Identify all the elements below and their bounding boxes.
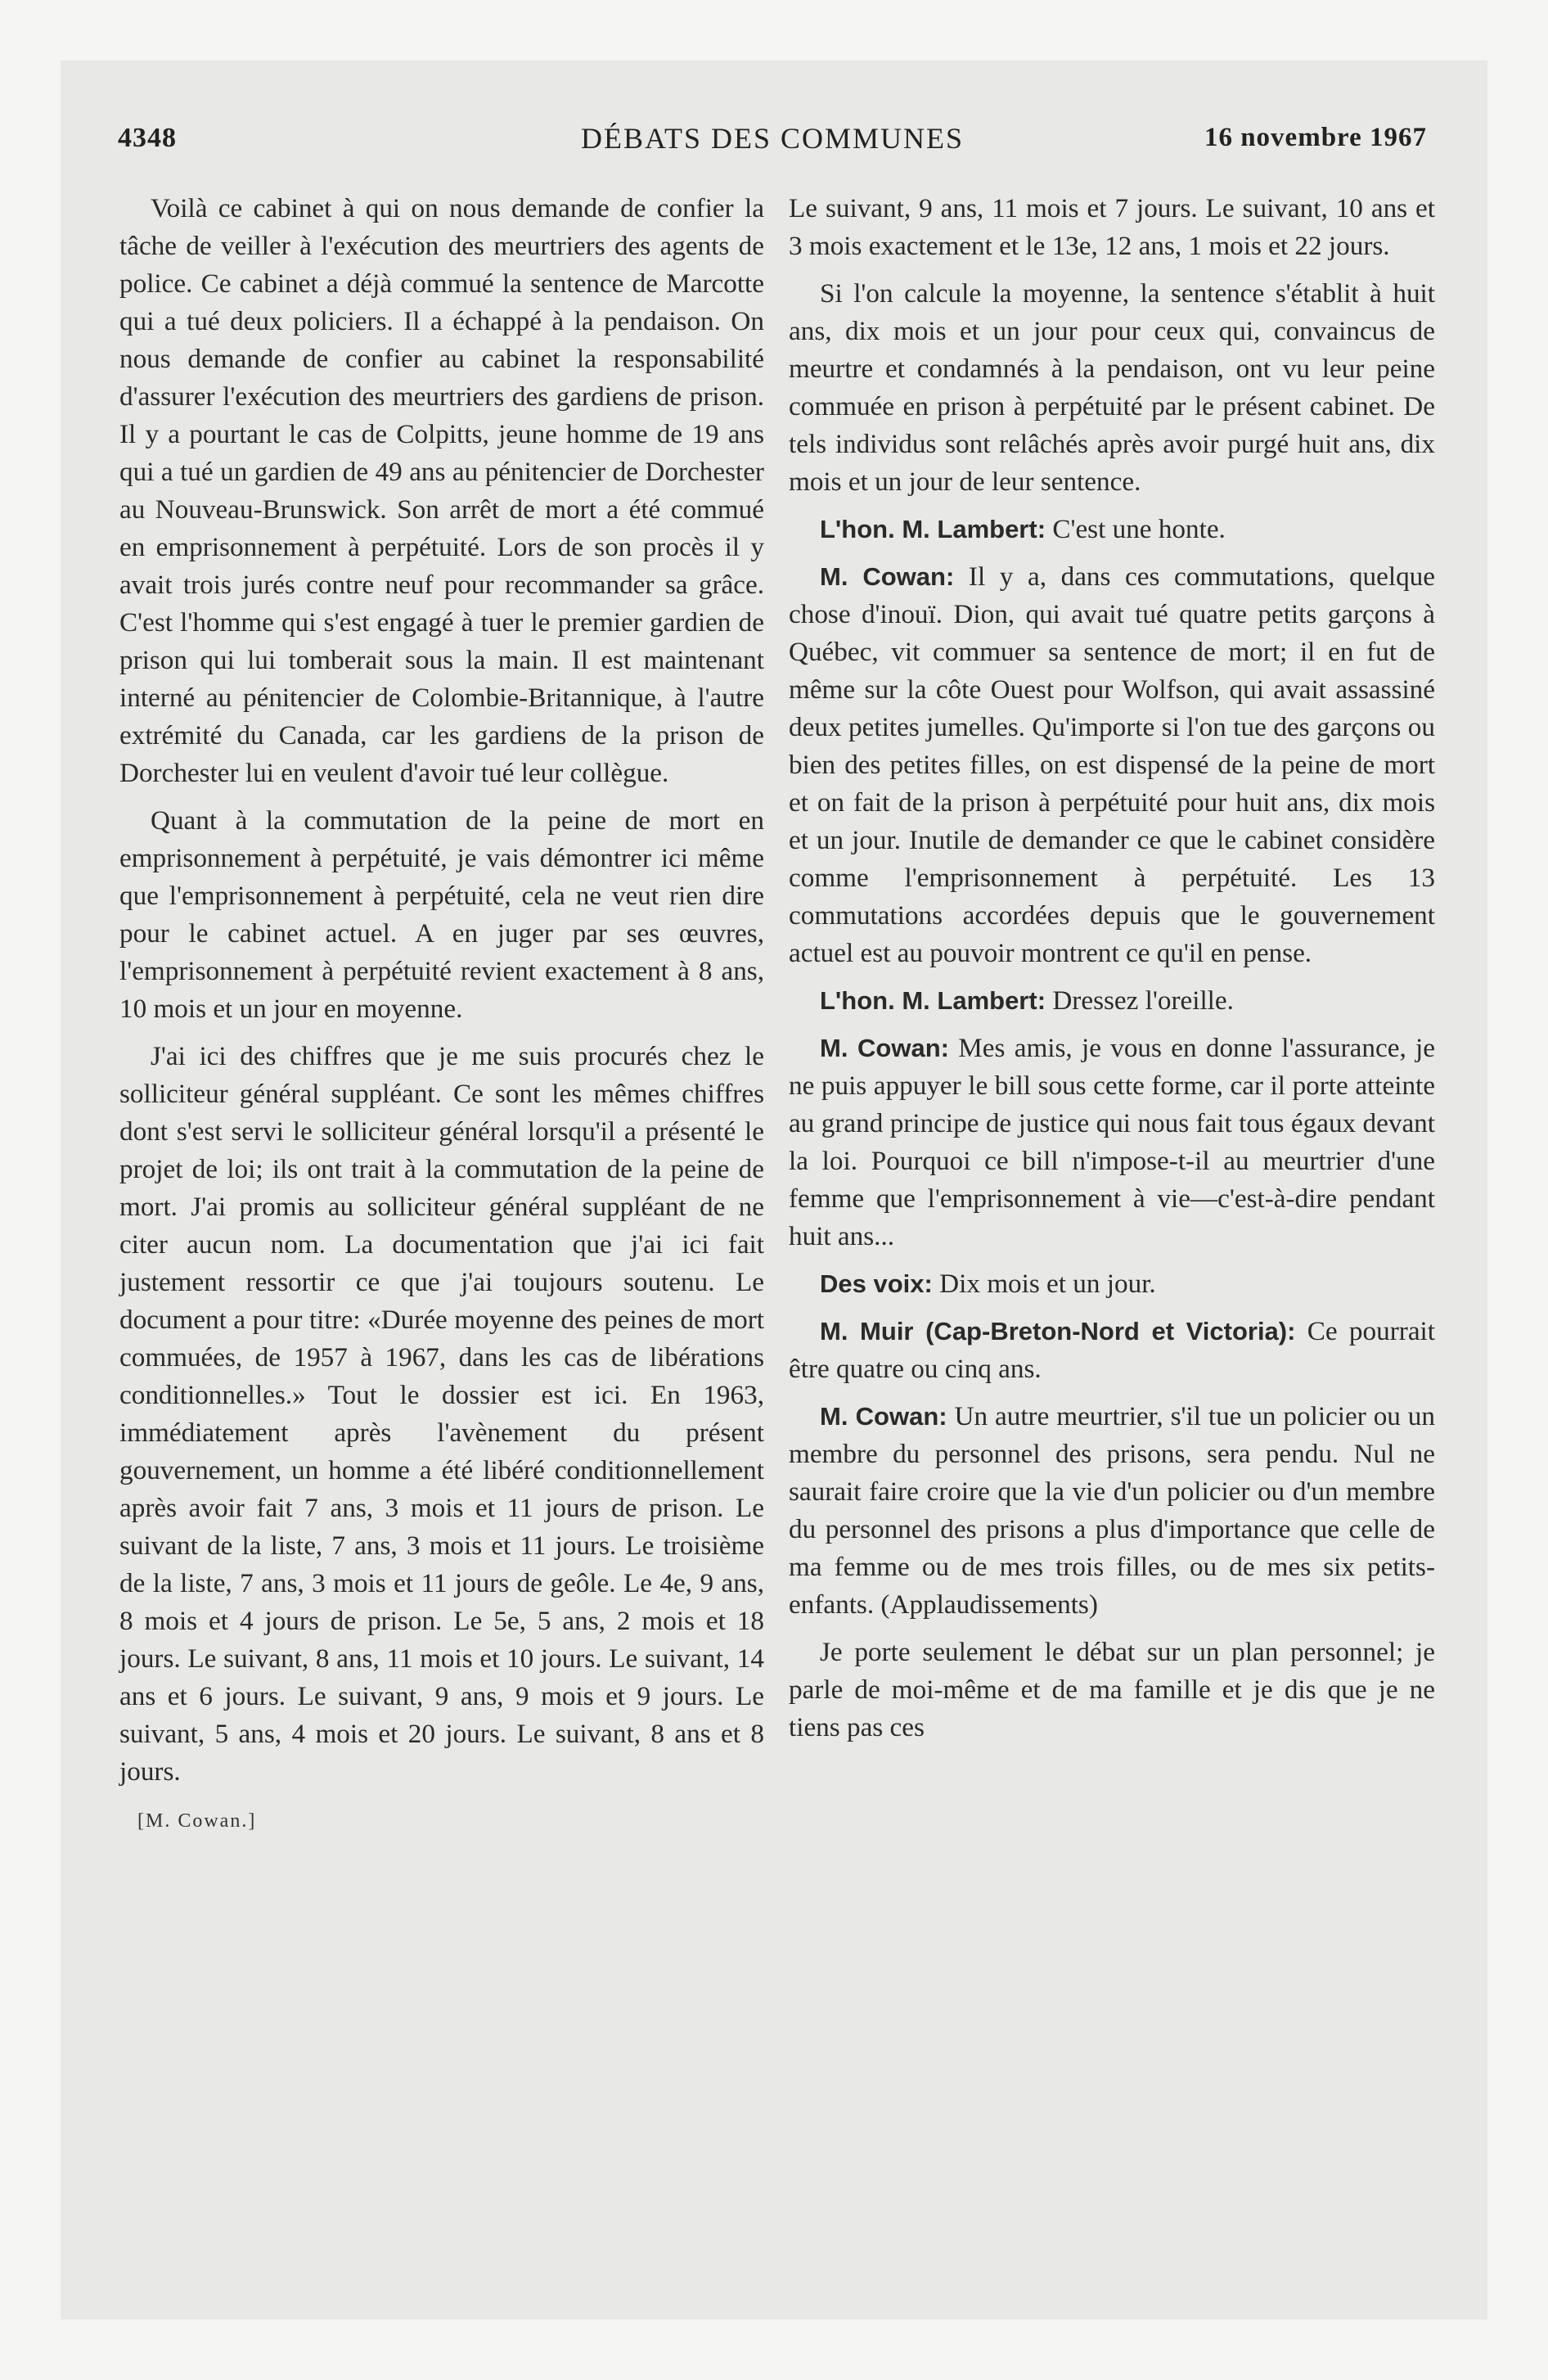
page-title: DÉBATS DES COMMUNES — [580, 122, 965, 155]
speech — [789, 982, 1435, 1020]
speaker-tag: [M. Cowan.] — [137, 1810, 257, 1832]
paragraph-text: Si l'on calcule la moyenne, la sentence s'établit à huit ans, dix mois et un jour pour ceux qui, convaincus de meurtre et condamnés à la pendaison, ont vu leur peine commuée en prison à perpétuité par le présent cabinet. De tels individus sont relâchés après avoir purgé huit ans, dix mois et un jour de leur sentence. — [789, 278, 1435, 497]
paragraph-text: Le suivant, 9 ans, 11 mois et 7 jours. Le suivant, 10 ans et 3 mois exactement et le 13e, 12 ans, 1 mois et 22 jours. — [789, 193, 1435, 261]
left-column — [119, 190, 764, 1840]
paragraph-text: Je porte seulement le débat sur un plan personnel; je parle de moi-même et de ma famille et je dis que je ne tiens pas ces — [789, 1637, 1435, 1742]
paragraph: J'ai ici des chiffres que je me suis procurés chez le solliciteur général suppléant. Ce sont les mêmes chiffres dont s'est servi le solliciteur général lorsqu'il a présenté le projet de loi; ils ont trait à la commutation de la peine de mort. J'ai promis au solliciteur général suppléant de ne citer aucun nom. La documentation que j'ai ici fait justement ressortir ce que j'ai toujours soutenu. Le document a pour titre: «Durée moyenne des peines de mort commuées, de 1957 à 1967, dans les cas de libérations conditionnelles.» Tout le dossier est ici. En 1963, immédiatement après l'avènement du présent gouvernement, un homme a été libéré conditionnellement après avoir fait 7 ans, 3 mois et 11 jours de prison. Le suivant de la liste, 7 ans, 3 mois et 11 jours. Le troisième de la liste, 7 ans, 3 mois et 11 jours de geôle. Le 4e, 9 ans, 8 mois et 4 jours de prison. Le 5e, 5 ans, 2 mois et 18 jours. Le suivant, 8 ans, 11 mois et 10 jours. Le suivant, 14 ans et 6 jours. Le suivant, 9 ans, 9 mois et 9 jours. Le suivant, 5 ans, 4 mois et 20 jours. Le suivant, 8 ans et 8 jours. — [119, 1041, 764, 1787]
page — [61, 61, 1487, 2319]
speech — [789, 511, 1435, 548]
speech — [789, 1398, 1435, 1624]
speaker-name: M. Cowan: — [820, 1034, 949, 1062]
paragraph: Quant à la commutation de la peine de mort en emprisonnement à perpétuité, je vais démontrer ici même que l'emprisonnement à perpétuité, cela ne veut rien dire pour le cabinet actuel. A en juger par ses œuvres, l'emprisonnement à perpétuité revient exactement à 8 ans, 10 mois et un jour en moyenne. — [119, 805, 764, 1024]
speech-text: Mes amis, je vous en donne l'assurance, je ne puis appuyer le bill sous cette forme, car il porte atteinte au grand principe de justice qui nous fait tous égaux devant la loi. Pourquoi ce bill n'impose-t-il au meurtrier d'une femme que l'emprisonnement à vie—c'est-à-dire pendant huit ans... — [789, 1033, 1435, 1251]
right-column — [789, 190, 1435, 1756]
page-number: 4348 — [118, 123, 177, 153]
speaker-name: L'hon. M. Lambert: — [820, 515, 1046, 543]
speech-text: Dressez l'oreille. — [1052, 985, 1234, 1016]
paragraph: Voilà ce cabinet à qui on nous demande de confier la tâche de veiller à l'exécution des meurtriers des agents de police. Ce cabinet a déjà commué la sentence de Marcotte qui a tué deux policiers. Il a échappé à la pendaison. On nous demande de confier au cabinet la responsabilité d'assurer l'exécution des meurtriers des gardiens de prison. Il y a pourtant le cas de Colpitts, jeune homme de 19 ans qui a tué un gardien de 49 ans au pénitencier de Dorchester au Nouveau-Brunswick. Son arrêt de mort a été commué en emprisonnement à perpétuité. Lors de son procès il y avait trois jurés contre neuf pour recommander sa grâce. C'est l'homme qui s'est engagé à tuer le premier gardien de prison qui lui tomberait sous la main. Il est maintenant interné au pénitencier de Colombie-Britannique, à l'autre extrémité du Canada, car les gardiens de la prison de Dorchester lui en veulent d'avoir tué leur collègue. — [119, 193, 764, 788]
speech-text: C'est une honte. — [1052, 514, 1226, 544]
paragraph — [789, 275, 1435, 501]
paragraph — [789, 1634, 1435, 1747]
speech-text: Ce pourrait être quatre ou cinq ans. — [789, 1316, 1435, 1384]
speech-text: Il y a, dans ces commutations, quelque chose d'inouï. Dion, qui avait tué quatre petits garçons à Québec, vit commuer sa sentence de mort; il en fut de même sur la côte Ouest pour Wolfson, qui avait assassiné deux petites jumelles. Qu'importe si l'on tue des garçons ou bien des petites filles, on est dispensé de la peine de mort et on fait de la prison à perpétuité pour huit ans, dix mois et un jour. Inutile de demander ce que le cabinet considère comme l'emprisonnement à perpétuité. Les 13 commutations accordées depuis que le gouvernement actuel est au pouvoir montrent ce qu'il en pense. — [789, 561, 1435, 968]
speech — [789, 558, 1435, 972]
speaker-name: Des voix: — [820, 1269, 933, 1298]
speech — [789, 1030, 1435, 1255]
speech-text: Dix mois et un jour. — [939, 1269, 1156, 1299]
speech-text: Un autre meurtrier, s'il tue un policier ou un membre du personnel des prisons, sera pendu. Nul ne saurait faire croire que la vie d'un policier ou d'un membre du personnel des prisons a plus d'importance que celle de ma femme ou de mes trois filles, ou de mes six petits-enfants. (Applaudissements) — [789, 1401, 1435, 1620]
speaker-name: M. Cowan: — [820, 562, 955, 591]
speech — [789, 1265, 1435, 1303]
speaker-name: L'hon. M. Lambert: — [820, 986, 1046, 1015]
page-date: 16 novembre 1967 — [1204, 123, 1427, 152]
paragraph — [789, 190, 1435, 265]
speech — [789, 1313, 1435, 1388]
speaker-name: M. Muir (Cap-Breton-Nord et Victoria): — [820, 1317, 1296, 1346]
speaker-name: M. Cowan: — [820, 1402, 947, 1431]
page-header — [118, 118, 1427, 159]
